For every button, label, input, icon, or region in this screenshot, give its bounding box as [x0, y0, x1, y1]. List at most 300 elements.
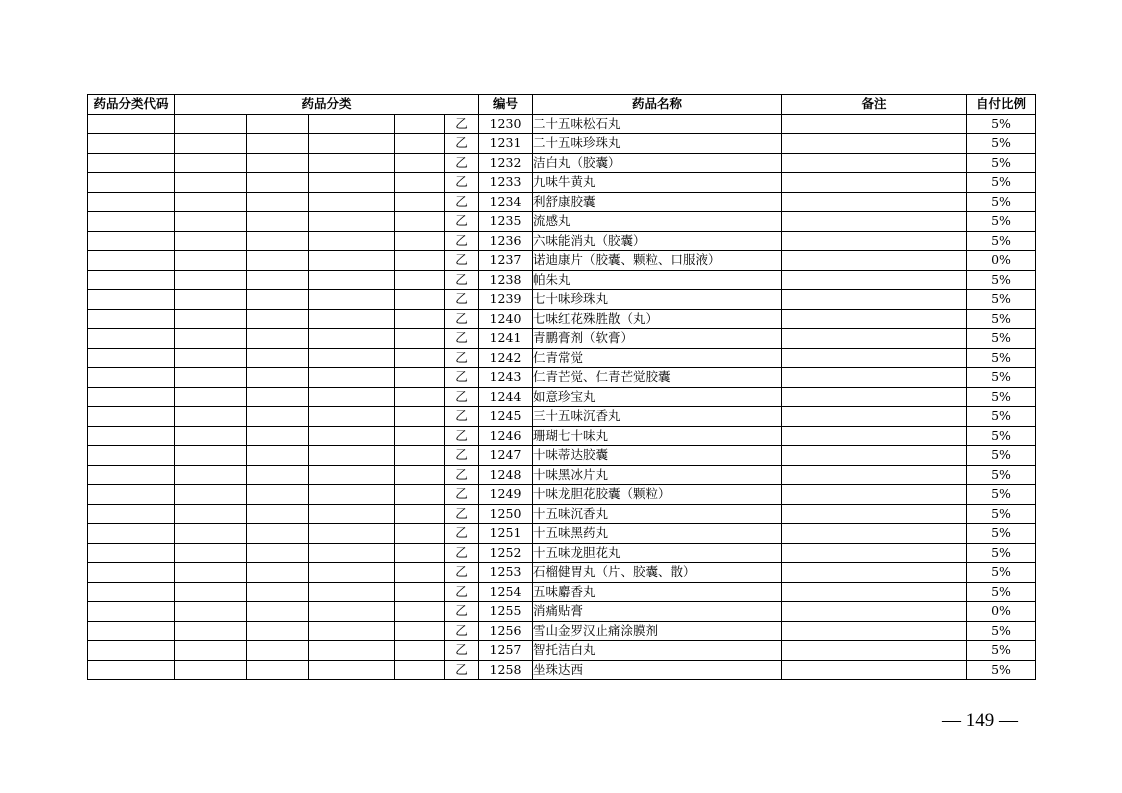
table-row	[88, 212, 1036, 232]
cell-category-l2	[247, 231, 309, 251]
cell-class: 乙	[445, 348, 479, 368]
cell-copay-ratio: 5%	[967, 426, 1036, 446]
cell-category-l3	[309, 173, 395, 193]
cell-category-l1	[175, 485, 247, 505]
cell-category-l2	[247, 290, 309, 310]
cell-category-code	[88, 114, 175, 134]
cell-category-l1	[175, 621, 247, 641]
cell-number: 1244	[479, 387, 533, 407]
cell-class: 乙	[445, 524, 479, 544]
cell-class: 乙	[445, 309, 479, 329]
cell-category-code	[88, 660, 175, 680]
cell-category-l1	[175, 309, 247, 329]
cell-category-l4	[395, 621, 445, 641]
cell-class: 乙	[445, 621, 479, 641]
cell-category-l4	[395, 251, 445, 271]
cell-category-l1	[175, 134, 247, 154]
table-row	[88, 368, 1036, 388]
cell-category-l3	[309, 290, 395, 310]
cell-category-l3	[309, 329, 395, 349]
cell-number: 1255	[479, 602, 533, 622]
cell-category-l2	[247, 485, 309, 505]
cell-category-l4	[395, 231, 445, 251]
cell-category-code	[88, 329, 175, 349]
cell-category-l4	[395, 446, 445, 466]
cell-remark	[782, 504, 967, 524]
cell-category-l3	[309, 602, 395, 622]
cell-category-l4	[395, 582, 445, 602]
cell-number: 1250	[479, 504, 533, 524]
cell-class: 乙	[445, 582, 479, 602]
table-row	[88, 329, 1036, 349]
cell-category-l2	[247, 563, 309, 583]
cell-class: 乙	[445, 641, 479, 661]
cell-copay-ratio: 5%	[967, 504, 1036, 524]
table-row	[88, 290, 1036, 310]
table-row	[88, 446, 1036, 466]
cell-remark	[782, 212, 967, 232]
cell-drug-name: 雪山金罗汉止痛涂膜剂	[533, 621, 782, 641]
cell-remark	[782, 524, 967, 544]
cell-remark	[782, 387, 967, 407]
cell-remark	[782, 348, 967, 368]
cell-category-l2	[247, 173, 309, 193]
cell-category-l3	[309, 153, 395, 173]
cell-drug-name: 六味能消丸（胶囊）	[533, 231, 782, 251]
cell-drug-name: 消痛贴膏	[533, 602, 782, 622]
cell-category-l4	[395, 465, 445, 485]
table-row	[88, 192, 1036, 212]
cell-category-l2	[247, 270, 309, 290]
cell-class: 乙	[445, 153, 479, 173]
cell-category-code	[88, 387, 175, 407]
cell-category-l3	[309, 368, 395, 388]
header-copay-ratio: 自付比例	[967, 95, 1036, 115]
cell-category-l2	[247, 504, 309, 524]
cell-category-l3	[309, 134, 395, 154]
cell-category-l4	[395, 563, 445, 583]
cell-class: 乙	[445, 134, 479, 154]
cell-class: 乙	[445, 251, 479, 271]
cell-remark	[782, 329, 967, 349]
cell-remark	[782, 582, 967, 602]
cell-number: 1258	[479, 660, 533, 680]
cell-category-code	[88, 582, 175, 602]
cell-class: 乙	[445, 602, 479, 622]
cell-drug-name: 诺迪康片（胶囊、颗粒、口服液）	[533, 251, 782, 271]
cell-copay-ratio: 5%	[967, 290, 1036, 310]
cell-drug-name: 石榴健胃丸（片、胶囊、散）	[533, 563, 782, 583]
cell-category-code	[88, 348, 175, 368]
cell-category-l2	[247, 582, 309, 602]
cell-class: 乙	[445, 368, 479, 388]
cell-copay-ratio: 5%	[967, 173, 1036, 193]
cell-class: 乙	[445, 192, 479, 212]
cell-category-l1	[175, 368, 247, 388]
cell-category-l2	[247, 192, 309, 212]
cell-class: 乙	[445, 660, 479, 680]
cell-category-l2	[247, 114, 309, 134]
cell-number: 1240	[479, 309, 533, 329]
cell-class: 乙	[445, 114, 479, 134]
cell-class: 乙	[445, 231, 479, 251]
cell-drug-name: 仁青常觉	[533, 348, 782, 368]
cell-category-l4	[395, 329, 445, 349]
cell-drug-name: 十五味黑药丸	[533, 524, 782, 544]
cell-remark	[782, 114, 967, 134]
cell-category-l3	[309, 251, 395, 271]
cell-remark	[782, 192, 967, 212]
cell-drug-name: 三十五味沉香丸	[533, 407, 782, 427]
cell-copay-ratio: 5%	[967, 465, 1036, 485]
table-row	[88, 524, 1036, 544]
header-remark: 备注	[782, 95, 967, 115]
cell-category-code	[88, 270, 175, 290]
cell-copay-ratio: 5%	[967, 660, 1036, 680]
cell-category-l3	[309, 465, 395, 485]
cell-category-l2	[247, 524, 309, 544]
cell-number: 1238	[479, 270, 533, 290]
cell-remark	[782, 621, 967, 641]
cell-category-code	[88, 426, 175, 446]
cell-category-code	[88, 543, 175, 563]
cell-remark	[782, 641, 967, 661]
cell-category-code	[88, 212, 175, 232]
table-row	[88, 309, 1036, 329]
cell-category-l4	[395, 309, 445, 329]
cell-class: 乙	[445, 485, 479, 505]
cell-category-l2	[247, 465, 309, 485]
cell-category-l2	[247, 426, 309, 446]
cell-copay-ratio: 5%	[967, 368, 1036, 388]
cell-category-code	[88, 368, 175, 388]
cell-category-l3	[309, 504, 395, 524]
cell-category-l4	[395, 368, 445, 388]
cell-number: 1231	[479, 134, 533, 154]
cell-category-l4	[395, 602, 445, 622]
cell-copay-ratio: 5%	[967, 582, 1036, 602]
cell-class: 乙	[445, 212, 479, 232]
cell-drug-name: 五味麝香丸	[533, 582, 782, 602]
cell-copay-ratio: 5%	[967, 212, 1036, 232]
cell-remark	[782, 134, 967, 154]
cell-category-code	[88, 309, 175, 329]
cell-category-code	[88, 465, 175, 485]
cell-category-l3	[309, 641, 395, 661]
cell-category-l2	[247, 134, 309, 154]
cell-drug-name: 坐珠达西	[533, 660, 782, 680]
cell-category-l1	[175, 348, 247, 368]
cell-category-l4	[395, 348, 445, 368]
cell-drug-name: 青鹏膏剂（软膏）	[533, 329, 782, 349]
cell-drug-name: 珊瑚七十味丸	[533, 426, 782, 446]
cell-category-l2	[247, 368, 309, 388]
cell-category-l1	[175, 407, 247, 427]
cell-copay-ratio: 5%	[967, 153, 1036, 173]
cell-category-l3	[309, 426, 395, 446]
cell-category-l3	[309, 212, 395, 232]
cell-copay-ratio: 5%	[967, 192, 1036, 212]
cell-category-code	[88, 231, 175, 251]
cell-category-l3	[309, 270, 395, 290]
cell-category-l2	[247, 251, 309, 271]
cell-number: 1251	[479, 524, 533, 544]
cell-drug-name: 二十五味松石丸	[533, 114, 782, 134]
cell-category-l4	[395, 134, 445, 154]
cell-drug-name: 十五味沉香丸	[533, 504, 782, 524]
cell-category-l1	[175, 426, 247, 446]
cell-number: 1233	[479, 173, 533, 193]
cell-remark	[782, 543, 967, 563]
cell-number: 1234	[479, 192, 533, 212]
header-drug-name: 药品名称	[533, 95, 782, 115]
table-row	[88, 173, 1036, 193]
cell-category-l4	[395, 153, 445, 173]
cell-category-l3	[309, 621, 395, 641]
cell-category-l1	[175, 153, 247, 173]
cell-category-code	[88, 563, 175, 583]
cell-category-l4	[395, 290, 445, 310]
cell-number: 1248	[479, 465, 533, 485]
cell-number: 1230	[479, 114, 533, 134]
cell-category-l3	[309, 348, 395, 368]
cell-category-l1	[175, 192, 247, 212]
cell-category-code	[88, 602, 175, 622]
cell-remark	[782, 426, 967, 446]
cell-class: 乙	[445, 543, 479, 563]
cell-drug-name: 十味龙胆花胶囊（颗粒）	[533, 485, 782, 505]
table-row	[88, 407, 1036, 427]
cell-number: 1257	[479, 641, 533, 661]
cell-drug-name: 仁青芒觉、仁青芒觉胶囊	[533, 368, 782, 388]
table-row	[88, 563, 1036, 583]
table-row	[88, 114, 1036, 134]
cell-remark	[782, 407, 967, 427]
cell-class: 乙	[445, 290, 479, 310]
cell-category-code	[88, 407, 175, 427]
table-row	[88, 582, 1036, 602]
cell-category-code	[88, 251, 175, 271]
cell-category-code	[88, 485, 175, 505]
cell-category-l1	[175, 543, 247, 563]
table-row	[88, 387, 1036, 407]
cell-class: 乙	[445, 270, 479, 290]
cell-remark	[782, 231, 967, 251]
cell-category-l4	[395, 524, 445, 544]
cell-class: 乙	[445, 446, 479, 466]
cell-class: 乙	[445, 504, 479, 524]
cell-drug-name: 十味黑冰片丸	[533, 465, 782, 485]
cell-category-l3	[309, 309, 395, 329]
table-row	[88, 621, 1036, 641]
cell-category-l2	[247, 329, 309, 349]
cell-copay-ratio: 5%	[967, 231, 1036, 251]
cell-category-l1	[175, 212, 247, 232]
cell-class: 乙	[445, 387, 479, 407]
cell-drug-name: 十五味龙胆花丸	[533, 543, 782, 563]
cell-category-code	[88, 134, 175, 154]
cell-category-l3	[309, 524, 395, 544]
header-category-code: 药品分类代码	[88, 95, 175, 115]
cell-category-l1	[175, 173, 247, 193]
cell-class: 乙	[445, 407, 479, 427]
cell-category-l1	[175, 504, 247, 524]
table-row	[88, 270, 1036, 290]
cell-category-l4	[395, 543, 445, 563]
cell-remark	[782, 309, 967, 329]
cell-drug-name: 洁白丸（胶囊）	[533, 153, 782, 173]
drug-list-table	[87, 94, 1036, 680]
cell-category-l2	[247, 387, 309, 407]
cell-category-l4	[395, 485, 445, 505]
cell-category-l1	[175, 563, 247, 583]
cell-category-l2	[247, 348, 309, 368]
cell-category-l4	[395, 192, 445, 212]
table-row	[88, 153, 1036, 173]
cell-copay-ratio: 5%	[967, 524, 1036, 544]
cell-category-l3	[309, 407, 395, 427]
cell-number: 1246	[479, 426, 533, 446]
cell-number: 1243	[479, 368, 533, 388]
cell-number: 1237	[479, 251, 533, 271]
cell-category-code	[88, 621, 175, 641]
table-row	[88, 660, 1036, 680]
cell-copay-ratio: 5%	[967, 641, 1036, 661]
table-row	[88, 231, 1036, 251]
cell-copay-ratio: 5%	[967, 407, 1036, 427]
cell-number: 1232	[479, 153, 533, 173]
cell-remark	[782, 446, 967, 466]
cell-copay-ratio: 5%	[967, 446, 1036, 466]
table-header-row	[88, 95, 1036, 115]
cell-category-l3	[309, 192, 395, 212]
cell-category-l3	[309, 387, 395, 407]
table-row	[88, 641, 1036, 661]
cell-category-l2	[247, 407, 309, 427]
page-number: — 149 —	[942, 710, 1018, 731]
cell-category-code	[88, 173, 175, 193]
cell-category-l3	[309, 543, 395, 563]
cell-number: 1254	[479, 582, 533, 602]
cell-category-l3	[309, 114, 395, 134]
cell-category-l1	[175, 114, 247, 134]
cell-drug-name: 智托洁白丸	[533, 641, 782, 661]
cell-copay-ratio: 5%	[967, 563, 1036, 583]
cell-category-l1	[175, 387, 247, 407]
cell-category-code	[88, 524, 175, 544]
cell-number: 1242	[479, 348, 533, 368]
cell-category-l1	[175, 602, 247, 622]
cell-number: 1239	[479, 290, 533, 310]
cell-copay-ratio: 5%	[967, 543, 1036, 563]
cell-category-l4	[395, 407, 445, 427]
cell-category-l3	[309, 485, 395, 505]
cell-drug-name: 七味红花殊胜散（丸）	[533, 309, 782, 329]
cell-remark	[782, 290, 967, 310]
cell-remark	[782, 660, 967, 680]
cell-category-l3	[309, 660, 395, 680]
cell-category-l4	[395, 387, 445, 407]
cell-category-l1	[175, 329, 247, 349]
cell-class: 乙	[445, 329, 479, 349]
cell-remark	[782, 465, 967, 485]
cell-category-l2	[247, 153, 309, 173]
cell-copay-ratio: 5%	[967, 485, 1036, 505]
cell-category-l2	[247, 660, 309, 680]
cell-copay-ratio: 5%	[967, 134, 1036, 154]
cell-number: 1245	[479, 407, 533, 427]
cell-number: 1241	[479, 329, 533, 349]
cell-category-l1	[175, 270, 247, 290]
cell-category-l1	[175, 524, 247, 544]
cell-category-l2	[247, 543, 309, 563]
cell-category-code	[88, 504, 175, 524]
cell-category-l1	[175, 582, 247, 602]
cell-remark	[782, 563, 967, 583]
cell-category-l4	[395, 114, 445, 134]
cell-copay-ratio: 5%	[967, 387, 1036, 407]
table-row	[88, 251, 1036, 271]
table-row	[88, 504, 1036, 524]
cell-number: 1253	[479, 563, 533, 583]
cell-number: 1252	[479, 543, 533, 563]
table-row	[88, 134, 1036, 154]
cell-category-l3	[309, 582, 395, 602]
cell-number: 1236	[479, 231, 533, 251]
cell-class: 乙	[445, 173, 479, 193]
cell-category-code	[88, 446, 175, 466]
cell-category-l4	[395, 660, 445, 680]
cell-category-l2	[247, 621, 309, 641]
cell-copay-ratio: 5%	[967, 114, 1036, 134]
cell-drug-name: 利舒康胶囊	[533, 192, 782, 212]
cell-copay-ratio: 0%	[967, 602, 1036, 622]
table-row	[88, 465, 1036, 485]
cell-category-l4	[395, 641, 445, 661]
cell-copay-ratio: 5%	[967, 309, 1036, 329]
cell-category-l1	[175, 251, 247, 271]
cell-remark	[782, 270, 967, 290]
cell-drug-name: 流感丸	[533, 212, 782, 232]
table-row	[88, 543, 1036, 563]
cell-category-code	[88, 153, 175, 173]
cell-category-l2	[247, 309, 309, 329]
cell-copay-ratio: 5%	[967, 329, 1036, 349]
cell-number: 1249	[479, 485, 533, 505]
cell-drug-name: 十味蒂达胶囊	[533, 446, 782, 466]
cell-number: 1247	[479, 446, 533, 466]
cell-class: 乙	[445, 465, 479, 485]
table-row	[88, 426, 1036, 446]
cell-category-l1	[175, 641, 247, 661]
cell-remark	[782, 602, 967, 622]
cell-category-code	[88, 192, 175, 212]
cell-category-l3	[309, 446, 395, 466]
cell-class: 乙	[445, 563, 479, 583]
cell-class: 乙	[445, 426, 479, 446]
table-row	[88, 602, 1036, 622]
cell-category-l4	[395, 426, 445, 446]
cell-drug-name: 九味牛黄丸	[533, 173, 782, 193]
cell-category-code	[88, 290, 175, 310]
cell-category-l1	[175, 660, 247, 680]
cell-category-l3	[309, 231, 395, 251]
cell-category-l2	[247, 212, 309, 232]
header-number: 编号	[479, 95, 533, 115]
cell-copay-ratio: 5%	[967, 621, 1036, 641]
cell-category-l1	[175, 231, 247, 251]
cell-category-l3	[309, 563, 395, 583]
